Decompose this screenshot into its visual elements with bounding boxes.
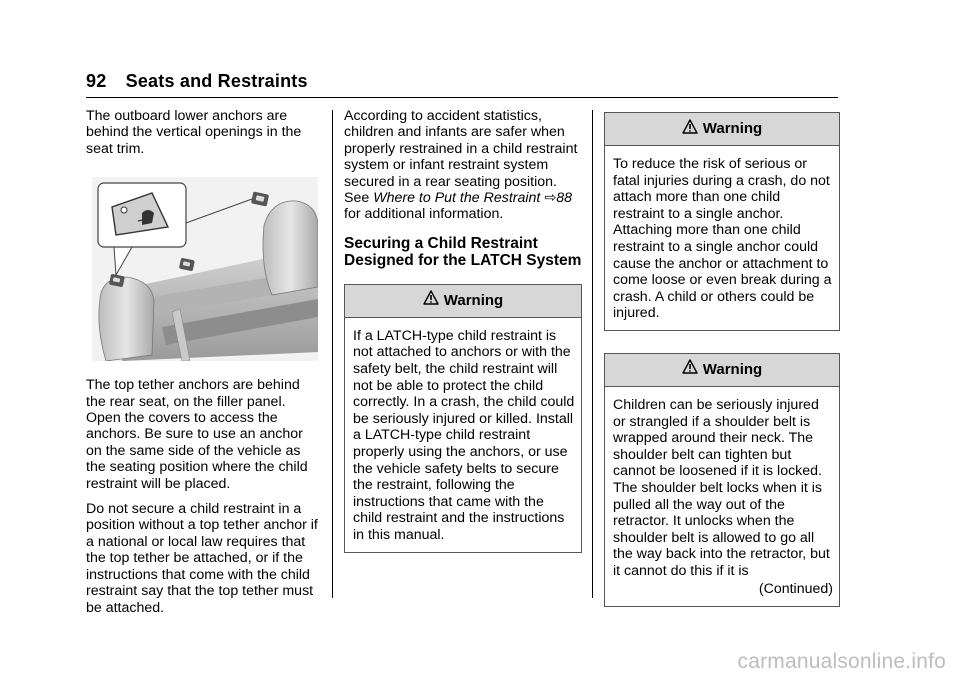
- page-header: [86, 71, 308, 92]
- paragraph-lower-anchors: The outboard lower anchors are behind the vertical openings in the seat trim.: [86, 108, 302, 157]
- warning-text: If a LATCH-type child restraint is not attached to anchors or with the safety belt, the child restraint will not be able to protect the child correctly. In a crash, the child could be seriously injured or killed. Install a LATCH-type child restraint properly using the anchors, or use the vehicle safety belts to secure the restraint, following the instructions that came with the child restraint and the instructions in this manual.: [353, 327, 575, 543]
- column-2: [344, 108, 582, 575]
- reference-page: 88: [556, 190, 572, 207]
- reference-arrow-icon: ⇨: [544, 190, 557, 207]
- column-divider-2: [592, 110, 593, 598]
- warning-box-shoulder-belt: [604, 353, 840, 607]
- warning-triangle-icon: [682, 119, 698, 134]
- continued-label: (Continued): [758, 581, 833, 598]
- warning-triangle-icon: [423, 290, 439, 305]
- warning-title: Warning: [443, 291, 504, 309]
- warning-header: [345, 285, 581, 318]
- warning-text: Children can be seriously injured or strangled if a shoulder belt is wrapped around their neck. The shoulder belt can tighten but cannot be loosened if it is locked. The shoulder belt locks when it is pulled all the way out of the retractor. It unlocks when the shoulder belt is allowed to go all the way back into the retractor, but it cannot do this if it is (Continued): [613, 396, 833, 598]
- watermark: carmanualsonline.info: [737, 650, 946, 673]
- paragraph-top-tether: The top tether anchors are behind the rear seat, on the filler panel. Open the covers to access the anchors. Be sure to use an anchor on the same side of the vehicle as the seating position where the child restraint will be placed.: [86, 377, 308, 492]
- column-1: [86, 108, 322, 625]
- rear-seat-anchor-illustration: [92, 177, 318, 361]
- warning-title: Warning: [702, 360, 763, 378]
- warning-header: [605, 354, 839, 387]
- warning-box-latch: [344, 284, 582, 553]
- section-title: Seats and Restraints: [125, 71, 308, 91]
- warning-title: Warning: [702, 119, 763, 137]
- page-number: 92: [86, 71, 107, 91]
- section-heading-latch: Securing a Child Restraint Designed for the LATCH System: [344, 234, 582, 270]
- warning-triangle-icon: [682, 359, 698, 374]
- warning-text: To reduce the risk of serious or fatal injuries during a crash, do not attach more than one child restraint to a single anchor. Attaching more than one child restraint to a single anchor could cause the anchor or attachment to come loose or even break during a crash. A child or others could be injured.: [613, 156, 832, 322]
- column-3: [604, 112, 840, 629]
- column-divider-1: [332, 110, 333, 598]
- cross-reference-link[interactable]: Where to Put the Restraint: [373, 190, 541, 207]
- header-rule: [86, 97, 838, 98]
- paragraph-accident-statistics: According to accident statistics, children and infants are safer when properly restrained in a child restraint system or infant restraint system secured in a rear seating position. See Where to Put the Restraint ⇨88 for additional information.: [344, 108, 578, 223]
- warning-header: [605, 113, 839, 146]
- warning-box-single-anchor: [604, 112, 840, 331]
- paragraph-do-not-secure: Do not secure a child restraint in a position without a top tether anchor if a national or local law requires that the top tether be attached, or if the instructions that come with the child restraint say that the top tether must be attached.: [86, 501, 318, 616]
